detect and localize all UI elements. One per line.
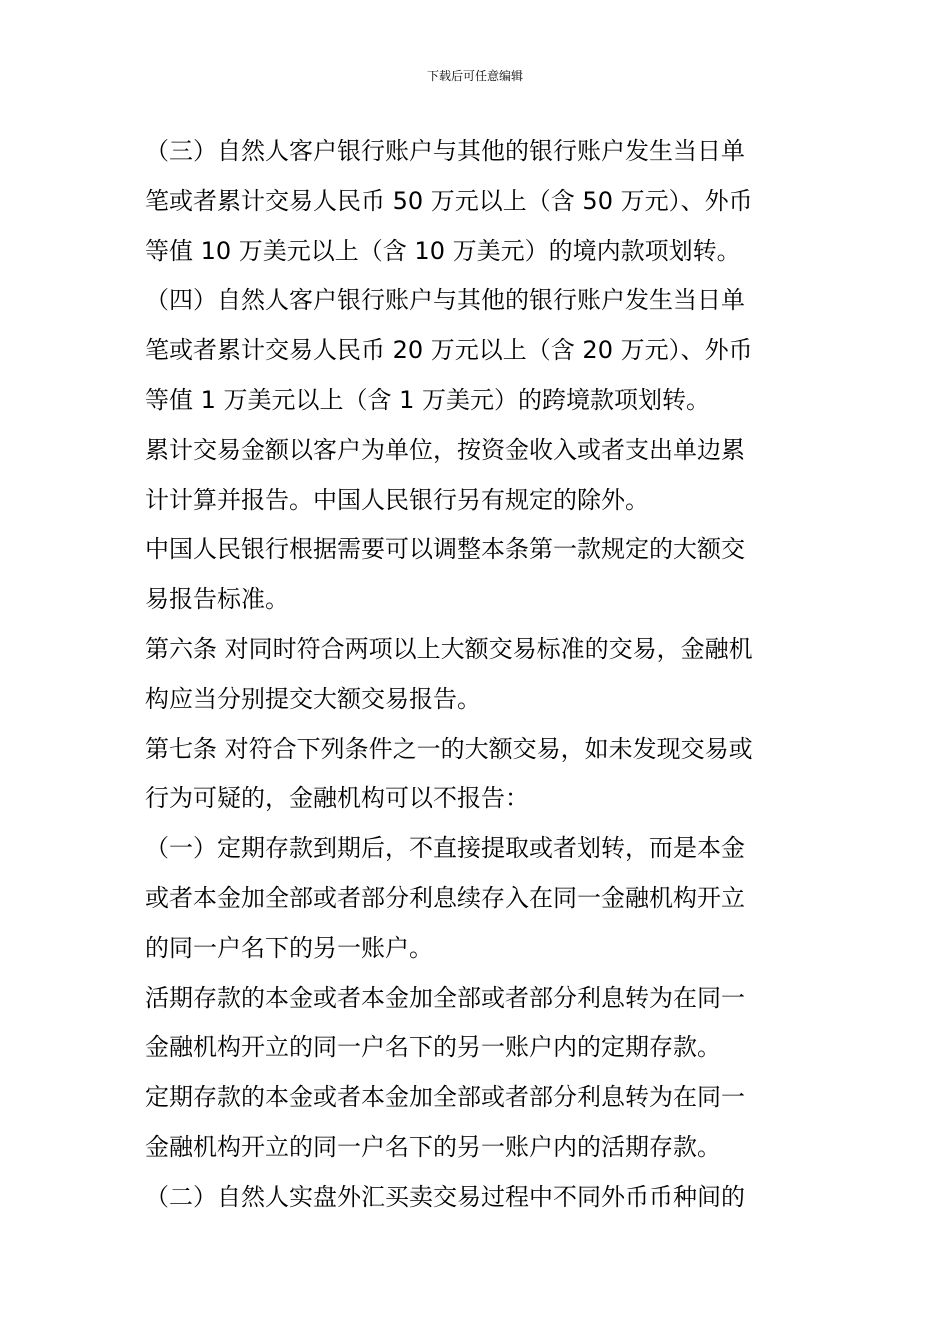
text-line: 金融机构开立的同一户名下的另一账户内的活期存款。: [145, 1132, 721, 1161]
text-line: 计计算并报告。中国人民银行另有规定的除外。: [145, 485, 649, 514]
document-body: [145, 127, 815, 1223]
text-line: 等值 1 万美元以上（含 1 万美元）的跨境款项划转。: [145, 385, 711, 414]
text-line: 笔或者累计交易人民币 50 万元以上（含 50 万元）、外币: [145, 186, 753, 215]
text-line: 金融机构开立的同一户名下的另一账户内的定期存款。: [145, 1033, 721, 1062]
text-line: （三）自然人客户银行账户与其他的银行账户发生当日单: [145, 137, 745, 165]
text-line: 或者本金加全部或者部分利息续存入在同一金融机构开立: [145, 883, 745, 912]
text-line: 第六条 对同时符合两项以上大额交易标准的交易，金融机: [145, 634, 753, 663]
text-line: 定期存款的本金或者本金加全部或者部分利息转为在同一: [145, 1083, 745, 1112]
text-line: 等值 10 万美元以上（含 10 万美元）的境内款项划转。: [145, 236, 741, 265]
text-line: 中国人民银行根据需要可以调整本条第一款规定的大额交: [145, 535, 745, 564]
text-line: 的同一户名下的另一账户。: [145, 933, 433, 962]
text-line: （一）定期存款到期后，不直接提取或者划转，而是本金: [145, 834, 745, 863]
text-line: 笔或者累计交易人民币 20 万元以上（含 20 万元）、外币: [145, 336, 753, 365]
page-header: 下载后可任意编辑: [426, 69, 523, 83]
text-line: 累计交易金额以客户为单位，按资金收入或者支出单边累: [145, 435, 745, 464]
text-line: （二）自然人实盘外汇买卖交易过程中不同外币币种间的: [145, 1182, 745, 1211]
text-line: 构应当分别提交大额交易报告。: [145, 684, 481, 713]
text-line: （四）自然人客户银行账户与其他的银行账户发生当日单: [145, 286, 745, 315]
text-line: 行为可疑的，金融机构可以不报告：: [145, 784, 529, 813]
text-line: 活期存款的本金或者本金加全部或者部分利息转为在同一: [145, 983, 745, 1012]
text-line: 第七条 对符合下列条件之一的大额交易，如未发现交易或: [145, 734, 753, 763]
text-line: 易报告标准。: [145, 585, 289, 614]
